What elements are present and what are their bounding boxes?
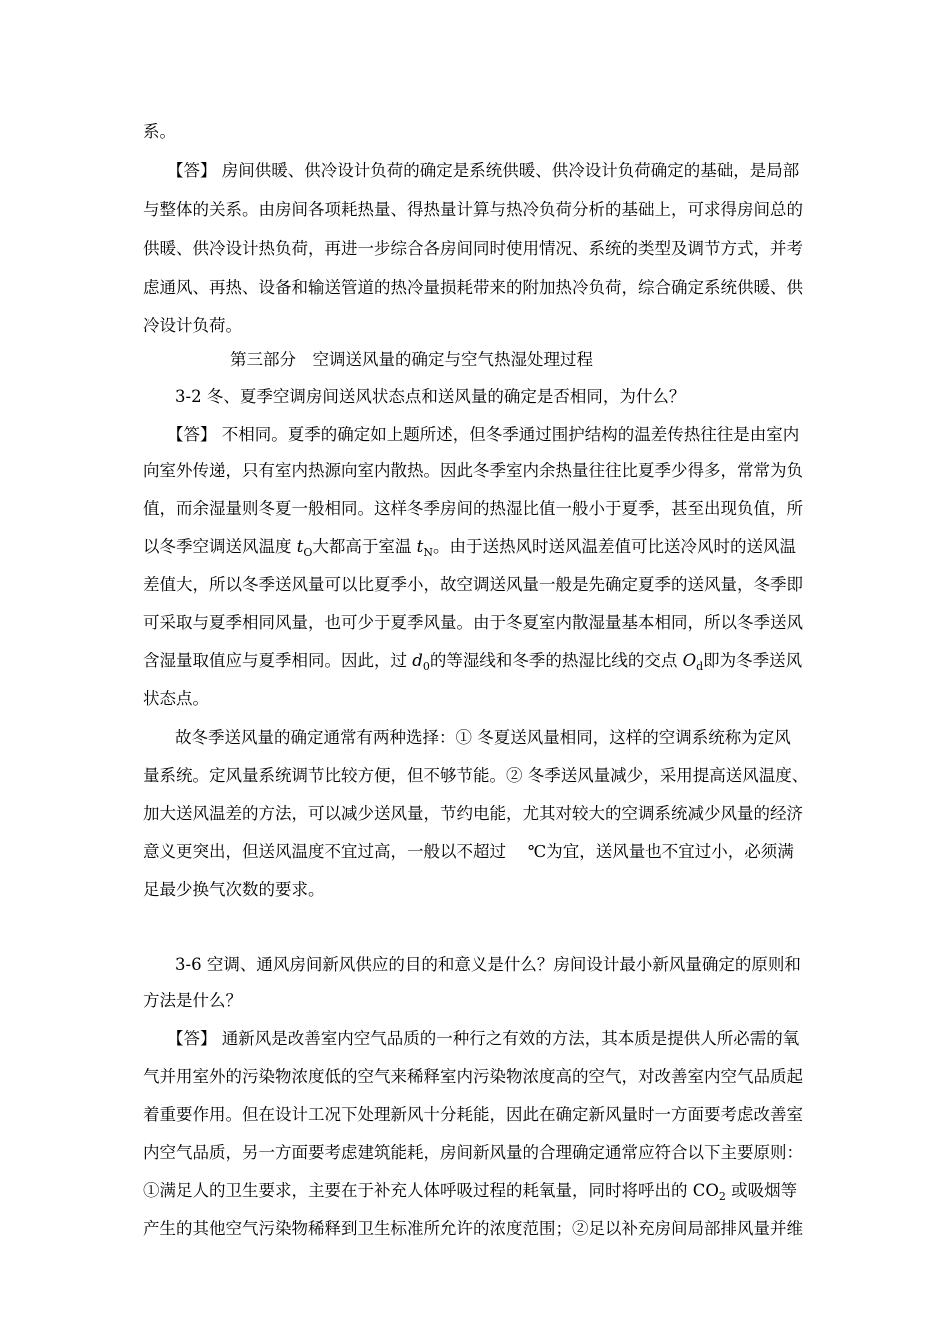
text-line: 产生的其他空气污染物稀释到卫生标准所允许的浓度范围；②足以补充房间局部排风量并维	[143, 1219, 803, 1238]
symbol-d: d	[412, 651, 423, 670]
answer-line: 【答】 房间供暖、供冷设计负荷的确定是系统供暖、供冷设计负荷确定的基础，是局部	[167, 161, 800, 180]
text-line: 供暖、供冷设计热负荷，再进一步综合各房间同时使用情况、系统的类型及调节方式，并考	[143, 239, 803, 258]
subscript-2: 2	[718, 1190, 726, 1203]
text-line: 着重要作用。但在设计工况下处理新风十分耗能，因此在确定新风量时一方面要考虑改善室	[143, 1105, 803, 1124]
answer-line: 【答】 不相同。夏季的确定如上题所述，但冬季通过围护结构的温差传热往往是由室内	[167, 425, 800, 444]
text-segment: 。由于送热风时送风温差值可比送冷风时的送风温	[432, 537, 796, 556]
text-line: 差值大，所以冬季送风量可以比夏季小，故空调送风量一般是先确定夏季的送风量，冬季即	[143, 575, 803, 594]
text-segment: ①满足人的卫生要求，主要在于补充人体呼吸过程的耗氧量，同时将呼出的	[143, 1181, 693, 1200]
answer-line: 【答】 通新风是改善室内空气品质的一种行之有效的方法，其本质是提供人所必需的氧	[167, 1029, 800, 1048]
subscript-n: N	[423, 546, 433, 559]
question-3-2: 3-2 冬、夏季空调房间送风状态点和送风量的确定是否相同，为什么？	[175, 387, 686, 406]
text-line: 内空气品质，另一方面要考虑建筑能耗，房间新风量的合理确定通常应符合以下主要原则：	[143, 1143, 803, 1162]
section-heading: 第三部分 空调送风量的确定与空气热湿处理过程	[230, 350, 593, 369]
subscript-0: 0	[422, 660, 430, 673]
text-line: 冷设计负荷。	[143, 316, 242, 335]
text-line: 意义更突出，但送风温度不宜过高，一般以不超过 ℃为宜，送风量也不宜过小，必须满	[143, 842, 794, 861]
text-segment: 即为冬季送风	[703, 651, 803, 670]
text-line: 量系统。定风量系统调节比较方便，但不够节能。② 冬季送风量减少，采用提高送风温度、	[143, 766, 809, 785]
text-line: 虑通风、再热、设备和输送管道的热冷量损耗带来的附加热冷负荷，综合确定系统供暖、供	[143, 278, 803, 297]
text-line: 值，而余湿量则冬夏一般相同。这样冬季房间的热湿比值一般小于夏季，甚至出现负值，所	[143, 499, 803, 518]
text-line: 向室外传递，只有室内热源向室内散热。因此冬季室内余热量往往比夏季少得多，常常为负	[143, 461, 803, 480]
symbol-t: t	[296, 537, 304, 556]
text-line-formula	[143, 1180, 797, 1208]
question-3-6: 3-6 空调、通风房间新风供应的目的和意义是什么？房间设计最小新风量确定的原则和	[175, 955, 801, 974]
text-line: 系。	[143, 122, 176, 141]
question-3-6-cont: 方法是什么？	[143, 991, 242, 1010]
text-line-formula	[143, 650, 802, 678]
subscript-o: O	[303, 546, 313, 559]
text-line: 与整体的关系。由房间各项耗热量、得热量计算与热冷负荷分析的基础上，可求得房间总的	[143, 200, 803, 219]
text-line: 足最少换气次数的要求。	[143, 880, 325, 899]
symbol-co: CO	[692, 1181, 719, 1200]
paragraph-line: 故冬季送风量的确定通常有两种选择：① 冬夏送风量相同，这样的空调系统称为定风	[175, 728, 791, 747]
text-line: 气并用室外的污染物浓度低的空气来稀释室内污染物浓度高的空气，对改善室内空气品质起	[143, 1067, 803, 1086]
text-line: 状态点。	[143, 689, 209, 708]
text-segment: 含湿量取值应与夏季相同。因此，过	[143, 651, 413, 670]
symbol-t: t	[416, 537, 424, 556]
text-segment: 的等湿线和冬季的热湿比线的交点	[429, 651, 683, 670]
text-segment: 或吸烟等	[725, 1181, 798, 1200]
text-line-formula	[143, 536, 796, 564]
symbol-o: O	[682, 651, 697, 670]
text-line: 可采取与夏季相同风量，也可少于夏季风量。由于冬夏室内散湿量基本相同，所以冬季送风	[143, 613, 803, 632]
subscript-d: d	[696, 660, 704, 673]
text-segment: 以冬季空调送风温度	[143, 537, 297, 556]
text-line: 加大送风温差的方法，可以减少送风量，节约电能，尤其对较大的空调系统减少风量的经济	[143, 804, 803, 823]
text-segment: 大都高于室温	[312, 537, 417, 556]
